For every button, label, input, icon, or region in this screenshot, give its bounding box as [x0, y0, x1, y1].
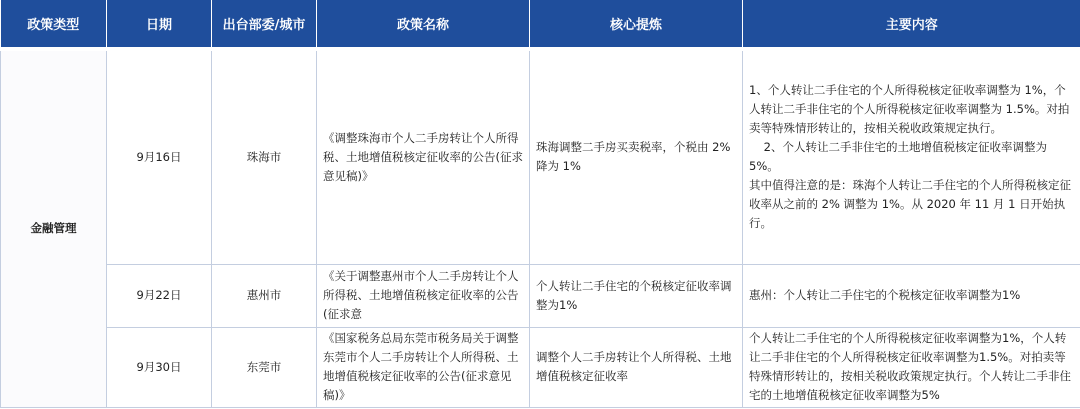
header-content: 主要内容	[743, 0, 1080, 49]
header-date: 日期	[107, 0, 212, 49]
header-core: 核心提炼	[530, 0, 743, 49]
core-cell: 珠海调整二手房买卖税率，个税由 2% 降为 1%	[530, 49, 743, 264]
date-cell: 9月30日	[107, 327, 212, 407]
date-cell: 9月16日	[107, 49, 212, 264]
city-cell: 东莞市	[212, 327, 317, 407]
policy-name-cell: 《关于调整惠州市个人二手房转让个人所得税、土地增值税核定征收率的公告(征求意	[317, 264, 530, 327]
table-row	[1, 264, 1080, 327]
content-cell: 个人转让二手住宅的个人所得税核定征收率调整为1%，个人转让二手非住宅的个人所得税核定征收率调整为1.5%。对拍卖等特殊情形转让的，按相关税收政策规定执行。个人转让二手非住宅的土地增值税核定征收率调整为5%	[743, 327, 1080, 407]
policy-type-cell: 金融管理	[1, 49, 107, 407]
content-paragraph: 1、个人转让二手住宅的个人所得税核定征收率调整为 1%，个人转让二手非住宅的个人所得税核定征收率调整为 1.5%。对拍卖等特殊情形转让的，按相关税收政策规定执行。	[749, 83, 1070, 136]
core-cell: 调整个人二手房转让个人所得税、土地增值税核定征收率	[530, 327, 743, 407]
date-cell: 9月22日	[107, 264, 212, 327]
content-paragraph: 其中值得注意的是：珠海个人转让二手住宅的个人所得税核定征收率从之前的 2% 调整为 1%。从 2020 年 11 月 1 日开始执行。	[749, 178, 1071, 231]
content-cell	[743, 49, 1080, 264]
core-cell: 个人转让二手住宅的个税核定征收率调整为1%	[530, 264, 743, 327]
table-row	[1, 49, 1080, 264]
content-paragraph: 2、个人转让二手非住宅的土地增值税核定征收率调整为 5%。	[749, 140, 1051, 174]
policy-name-cell: 《调整珠海市个人二手房转让个人所得税、土地增值税核定征收率的公告(征求意见稿)》	[317, 49, 530, 264]
city-cell: 珠海市	[212, 49, 317, 264]
policy-name-cell: 《国家税务总局东莞市税务局关于调整东莞市个人二手房转让个人所得税、土地增值税核定征收率的公告(征求意见稿)》	[317, 327, 530, 407]
header-policy-type: 政策类型	[1, 0, 107, 49]
city-cell: 惠州市	[212, 264, 317, 327]
table-row	[1, 327, 1080, 407]
content-cell: 惠州：个人转让二手住宅的个税核定征收率调整为1%	[743, 264, 1080, 327]
header-row	[1, 0, 1080, 49]
header-policy-name: 政策名称	[317, 0, 530, 49]
header-city: 出台部委/城市	[212, 0, 317, 49]
